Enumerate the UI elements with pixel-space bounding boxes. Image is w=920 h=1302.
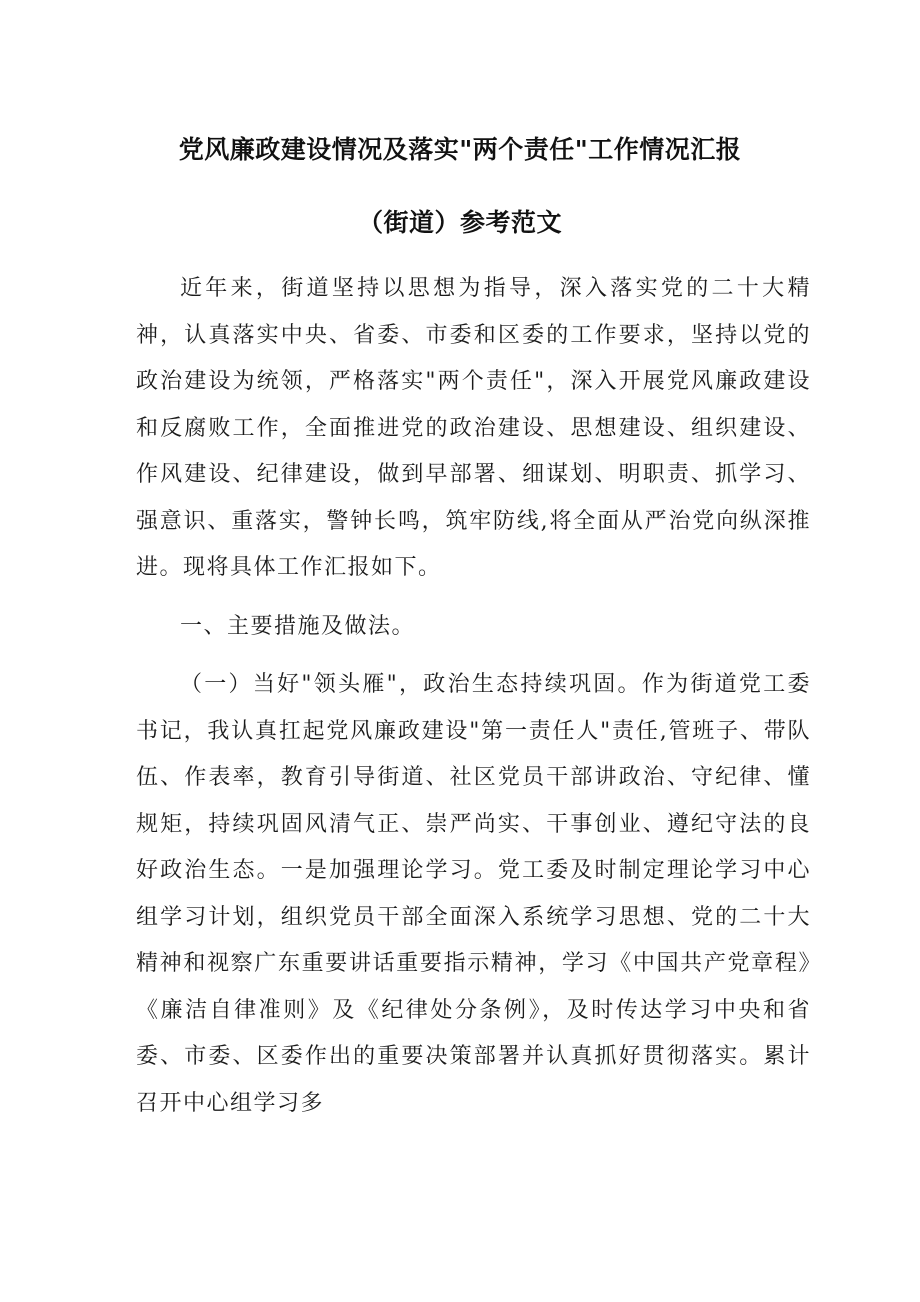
paragraph-gap [136, 650, 811, 662]
paragraph-gap [136, 592, 811, 604]
document-subtitle: （街道）参考范文 [357, 208, 562, 237]
section-heading: 一、主要措施及做法。 [180, 613, 416, 639]
document-title: 党风廉政建设情况及落实"两个责任"工作情况汇报 [178, 135, 742, 164]
document-body [136, 266, 811, 1127]
section-paragraph: （一）当好"领头雁"，政治生态持续巩固。作为街道党工委书记，我认真扛起党风廉政建设"第一责任人"责任,管班子、带队伍、作表率，教育引导街道、社区党员干部讲政治、守纪律、懂规矩，持续巩固风清气正、崇严尚实、干事创业、遵纪守法的良好政治生态。一是加强理论学习。党工委及时制定理论学习中心组学习计划，组织党员干部全面深入系统学习思想、党的二十大精神和视察广东重要讲话重要指示精神，学习《中国共产党章程》《廉洁自律准则》及《纪律处分条例》，及时传达学习中央和省委、市委、区委作出的重要决策部署并认真抓好贯彻落实。累计召开中心组学习多 [136, 672, 811, 1116]
intro-paragraph: 近年来，街道坚持以思想为指导，深入落实党的二十大精神，认真落实中央、省委、市委和区委的工作要求，坚持以党的政治建设为统领，严格落实"两个责任"，深入开展党风廉政建设和反腐败工作，全面推进党的政治建设、思想建设、组织建设、作风建设、纪律建设，做到早部署、细谋划、明职责、抓学习、强意识、重落实，警钟长鸣，筑牢防线,将全面从严治党向纵深推进。现将具体工作汇报如下。 [136, 276, 811, 580]
